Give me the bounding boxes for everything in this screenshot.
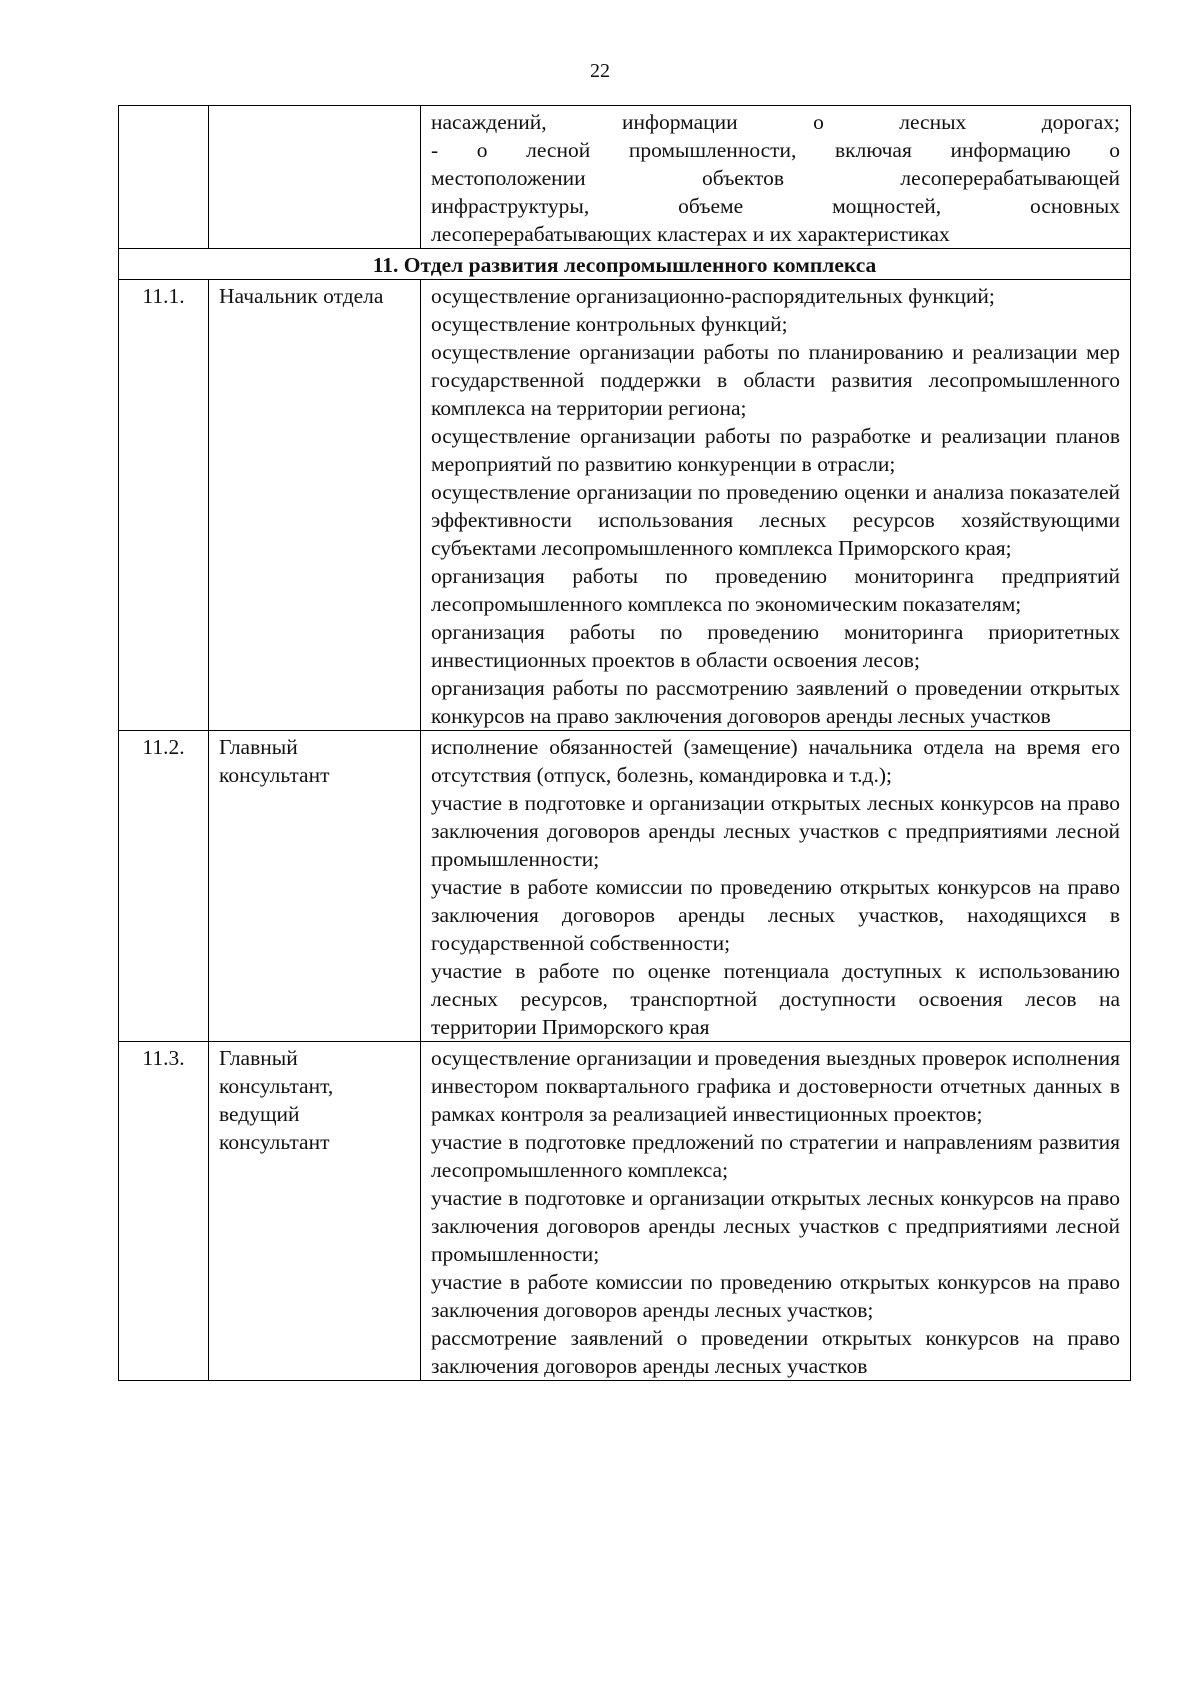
continuation-line: насаждений, информации о лесных дорогах; (431, 110, 1120, 134)
section-title: 11. Отдел развития лесопромышленного комплекса (119, 249, 1131, 280)
duty-item: исполнение обязанностей (замещение) начальника отдела на время его отсутствия (отпуск, болезнь, командировка и т.д.); (431, 735, 1120, 787)
duties-table (118, 105, 1131, 1381)
table-row (119, 1042, 1131, 1381)
page-number: 22 (590, 60, 610, 82)
duty-item: организация работы по проведению мониторинга предприятий лесопромышленного комплекса по экономическим показателям; (431, 564, 1120, 616)
duty-item: участие в подготовке и организации открытых лесных конкурсов на право заключения договоров аренды лесных участков с предприятиями лесной промышленности; (431, 1186, 1120, 1266)
continuation-row (119, 106, 1131, 249)
continuation-num-cell (119, 106, 209, 249)
duty-item: участие в подготовке и организации открытых лесных конкурсов на право заключения договоров аренды лесных участков с предприятиями лесной промышленности; (431, 791, 1120, 871)
duty-item: осуществление организации и проведения выездных проверок исполнения инвестором поквартального графика и достоверности отчетных данных в рамках контроля за реализацией инвестиционных проектов; (431, 1046, 1120, 1126)
duty-item: участие в работе комиссии по проведению открытых конкурсов на право заключения договоров аренды лесных участков; (431, 1270, 1120, 1322)
row-number: 11.2. (119, 731, 209, 1042)
table-row (119, 731, 1131, 1042)
continuation-line: инфраструктуры, объеме мощностей, основных (431, 194, 1120, 218)
duty-item: осуществление организации по проведению оценки и анализа показателей эффективности использования лесных ресурсов хозяйствующими субъектами лесопромышленного комплекса Приморского края; (431, 480, 1120, 560)
duty-item: участие в подготовке предложений по стратегии и направлениям развития лесопромышленного комплекса; (431, 1130, 1120, 1182)
continuation-role-cell (209, 106, 421, 249)
position-title: Начальник отдела (209, 280, 421, 731)
continuation-line: - о лесной промышленности, включая информацию о (431, 138, 1120, 162)
continuation-line: лесоперерабатывающих кластерах и их характеристиках (431, 222, 950, 246)
row-number: 11.3. (119, 1042, 209, 1381)
duties-cell (421, 731, 1131, 1042)
duty-item: осуществление организации работы по разработке и реализации планов мероприятий по развитию конкуренции в отрасли; (431, 424, 1120, 476)
duties-cell (421, 1042, 1131, 1381)
position-title: Главный консультант (209, 731, 421, 1042)
duty-item: осуществление организации работы по планированию и реализации мер государственной поддержки в области развития лесопромышленного комплекса на территории региона; (431, 340, 1120, 420)
duty-item: участие в работе комиссии по проведению открытых конкурсов на право заключения договоров аренды лесных участков, находящихся в государственной собственности; (431, 875, 1120, 955)
continuation-duties-cell (421, 106, 1131, 249)
duty-item: организация работы по рассмотрению заявлений о проведении открытых конкурсов на право заключения договоров аренды лесных участков (431, 676, 1120, 728)
duty-item: осуществление контрольных функций; (431, 312, 788, 336)
duty-item: рассмотрение заявлений о проведении открытых конкурсов на право заключения договоров аренды лесных участков (431, 1326, 1120, 1378)
table-row (119, 280, 1131, 731)
position-title: Главный консультант, ведущий консультант (209, 1042, 421, 1381)
section-header-row (119, 249, 1131, 280)
duty-item: осуществление организационно-распорядительных функций; (431, 284, 995, 308)
continuation-line: местоположении объектов лесоперерабатывающей (431, 166, 1120, 190)
duty-item: организация работы по проведению мониторинга приоритетных инвестиционных проектов в области освоения лесов; (431, 620, 1120, 672)
duty-item: участие в работе по оценке потенциала доступных к использованию лесных ресурсов, транспортной доступности освоения лесов на территории Приморского края (431, 959, 1120, 1039)
row-number: 11.1. (119, 280, 209, 731)
duties-cell (421, 280, 1131, 731)
